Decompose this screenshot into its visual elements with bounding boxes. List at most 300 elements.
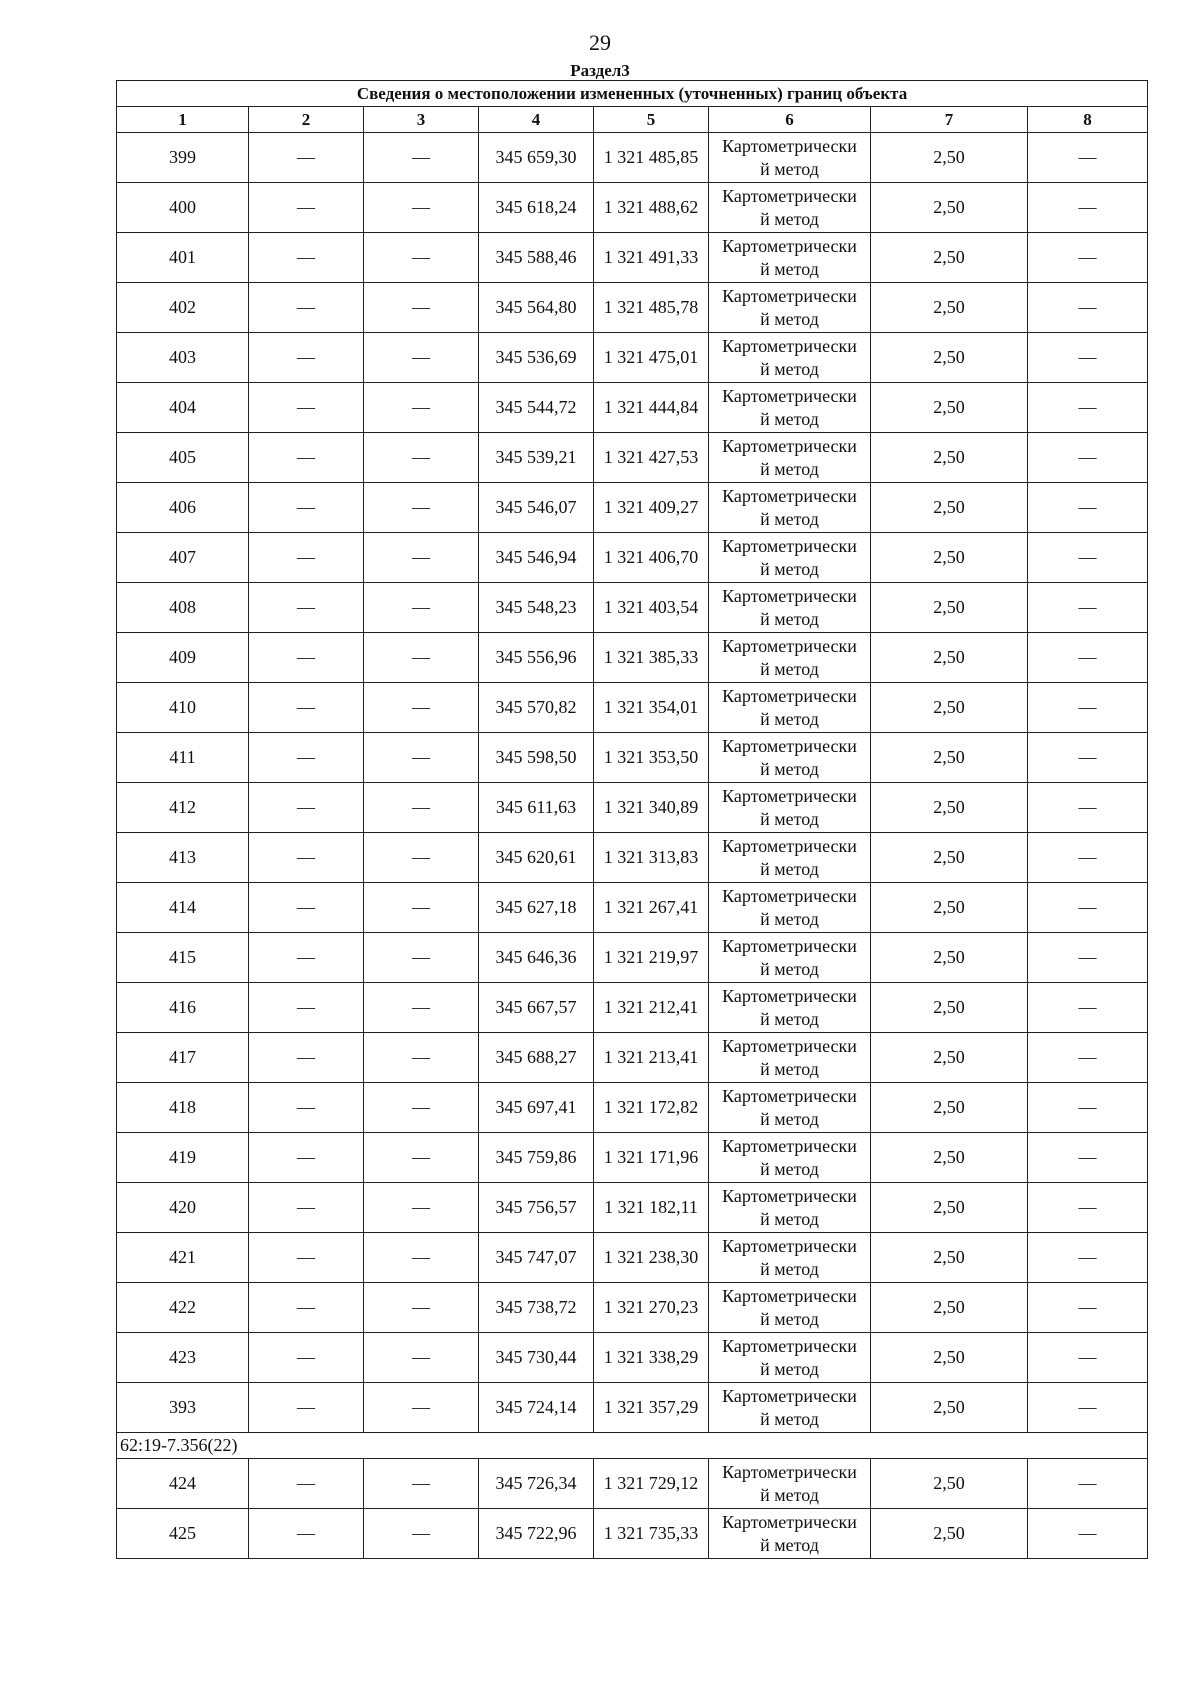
column-number-row xyxy=(117,107,1148,133)
x-coordinate-cell: 345 747,07 xyxy=(479,1233,594,1283)
method-text: Картометрически xyxy=(722,1511,857,1532)
method-text: й метод xyxy=(760,558,819,579)
column-2-cell: — xyxy=(249,733,364,783)
column-2-cell: — xyxy=(249,683,364,733)
column-8-cell: — xyxy=(1028,1183,1148,1233)
column-8-cell: — xyxy=(1028,1083,1148,1133)
column-3-cell: — xyxy=(364,783,479,833)
table-row xyxy=(117,1083,1148,1133)
y-coordinate-cell: 1 321 270,23 xyxy=(594,1283,709,1333)
column-3-cell: — xyxy=(364,1083,479,1133)
method-cell xyxy=(709,783,871,833)
x-coordinate-cell: 345 546,07 xyxy=(479,483,594,533)
table-row xyxy=(117,1133,1148,1183)
point-number-cell: 404 xyxy=(117,383,249,433)
column-8-cell: — xyxy=(1028,283,1148,333)
point-number-cell: 418 xyxy=(117,1083,249,1133)
column-2-cell: — xyxy=(249,883,364,933)
column-3-cell: — xyxy=(364,683,479,733)
method-cell xyxy=(709,533,871,583)
accuracy-cell: 2,50 xyxy=(871,1509,1028,1559)
method-text: й метод xyxy=(760,158,819,179)
accuracy-cell: 2,50 xyxy=(871,233,1028,283)
method-cell xyxy=(709,1283,871,1333)
y-coordinate-cell: 1 321 403,54 xyxy=(594,583,709,633)
column-3-cell: — xyxy=(364,1033,479,1083)
x-coordinate-cell: 345 659,30 xyxy=(479,133,594,183)
method-text: Картометрически xyxy=(722,985,857,1006)
table-row xyxy=(117,283,1148,333)
column-3-cell: — xyxy=(364,733,479,783)
x-coordinate-cell: 345 536,69 xyxy=(479,333,594,383)
column-3-cell: — xyxy=(364,1283,479,1333)
column-8-cell: — xyxy=(1028,333,1148,383)
column-2-cell: — xyxy=(249,1383,364,1433)
y-coordinate-cell: 1 321 385,33 xyxy=(594,633,709,683)
y-coordinate-cell: 1 321 212,41 xyxy=(594,983,709,1033)
x-coordinate-cell: 345 667,57 xyxy=(479,983,594,1033)
column-number: 4 xyxy=(479,107,594,133)
table-row xyxy=(117,683,1148,733)
accuracy-cell: 2,50 xyxy=(871,1459,1028,1509)
method-text: й метод xyxy=(760,708,819,729)
y-coordinate-cell: 1 321 338,29 xyxy=(594,1333,709,1383)
method-cell xyxy=(709,183,871,233)
y-coordinate-cell: 1 321 485,85 xyxy=(594,133,709,183)
column-3-cell: — xyxy=(364,583,479,633)
x-coordinate-cell: 345 539,21 xyxy=(479,433,594,483)
accuracy-cell: 2,50 xyxy=(871,1183,1028,1233)
column-8-cell: — xyxy=(1028,383,1148,433)
column-8-cell: — xyxy=(1028,533,1148,583)
method-cell xyxy=(709,483,871,533)
column-2-cell: — xyxy=(249,383,364,433)
column-3-cell: — xyxy=(364,283,479,333)
accuracy-cell: 2,50 xyxy=(871,583,1028,633)
x-coordinate-cell: 345 556,96 xyxy=(479,633,594,683)
column-8-cell: — xyxy=(1028,1459,1148,1509)
method-text: Картометрически xyxy=(722,135,857,156)
method-text: Картометрически xyxy=(722,785,857,806)
column-2-cell: — xyxy=(249,583,364,633)
x-coordinate-cell: 345 627,18 xyxy=(479,883,594,933)
accuracy-cell: 2,50 xyxy=(871,1383,1028,1433)
table-title: Сведения о местоположении измененных (уточненных) границ объекта xyxy=(117,81,1148,107)
accuracy-cell: 2,50 xyxy=(871,883,1028,933)
method-cell xyxy=(709,683,871,733)
coordinates-table xyxy=(116,80,1148,1559)
method-text: й метод xyxy=(760,1158,819,1179)
column-3-cell: — xyxy=(364,833,479,883)
column-3-cell: — xyxy=(364,483,479,533)
method-text: Картометрически xyxy=(722,635,857,656)
column-number: 2 xyxy=(249,107,364,133)
table-row xyxy=(117,1333,1148,1383)
x-coordinate-cell: 345 697,41 xyxy=(479,1083,594,1133)
x-coordinate-cell: 345 646,36 xyxy=(479,933,594,983)
x-coordinate-cell: 345 730,44 xyxy=(479,1333,594,1383)
accuracy-cell: 2,50 xyxy=(871,1283,1028,1333)
method-cell xyxy=(709,333,871,383)
method-text: Картометрически xyxy=(722,1235,857,1256)
column-8-cell: — xyxy=(1028,933,1148,983)
column-3-cell: — xyxy=(364,383,479,433)
method-text: й метод xyxy=(760,958,819,979)
y-coordinate-cell: 1 321 488,62 xyxy=(594,183,709,233)
method-text: й метод xyxy=(760,1534,819,1555)
method-cell xyxy=(709,133,871,183)
table-row xyxy=(117,333,1148,383)
table-row xyxy=(117,583,1148,633)
column-8-cell: — xyxy=(1028,183,1148,233)
column-2-cell: — xyxy=(249,483,364,533)
column-8-cell: — xyxy=(1028,833,1148,883)
point-number-cell: 399 xyxy=(117,133,249,183)
point-number-cell: 421 xyxy=(117,1233,249,1283)
point-number-cell: 408 xyxy=(117,583,249,633)
column-8-cell: — xyxy=(1028,983,1148,1033)
method-text: Картометрически xyxy=(722,1461,857,1482)
y-coordinate-cell: 1 321 491,33 xyxy=(594,233,709,283)
accuracy-cell: 2,50 xyxy=(871,683,1028,733)
y-coordinate-cell: 1 321 427,53 xyxy=(594,433,709,483)
method-text: Картометрически xyxy=(722,185,857,206)
method-text: Картометрически xyxy=(722,835,857,856)
table-row xyxy=(117,433,1148,483)
accuracy-cell: 2,50 xyxy=(871,1033,1028,1083)
method-cell xyxy=(709,983,871,1033)
column-2-cell: — xyxy=(249,1333,364,1383)
column-2-cell: — xyxy=(249,1233,364,1283)
point-number-cell: 411 xyxy=(117,733,249,783)
table-row xyxy=(117,533,1148,583)
table-row xyxy=(117,1383,1148,1433)
method-cell xyxy=(709,1459,871,1509)
table-row xyxy=(117,983,1148,1033)
accuracy-cell: 2,50 xyxy=(871,833,1028,883)
column-3-cell: — xyxy=(364,1383,479,1433)
method-text: Картометрически xyxy=(722,935,857,956)
table-row xyxy=(117,1509,1148,1559)
y-coordinate-cell: 1 321 353,50 xyxy=(594,733,709,783)
y-coordinate-cell: 1 321 475,01 xyxy=(594,333,709,383)
point-number-cell: 410 xyxy=(117,683,249,733)
point-number-cell: 405 xyxy=(117,433,249,483)
column-3-cell: — xyxy=(364,633,479,683)
method-text: Картометрически xyxy=(722,385,857,406)
point-number-cell: 414 xyxy=(117,883,249,933)
column-8-cell: — xyxy=(1028,133,1148,183)
method-text: й метод xyxy=(760,1408,819,1429)
table-row xyxy=(117,1233,1148,1283)
column-8-cell: — xyxy=(1028,733,1148,783)
method-text: й метод xyxy=(760,308,819,329)
accuracy-cell: 2,50 xyxy=(871,433,1028,483)
column-3-cell: — xyxy=(364,883,479,933)
x-coordinate-cell: 345 598,50 xyxy=(479,733,594,783)
accuracy-cell: 2,50 xyxy=(871,1333,1028,1383)
column-2-cell: — xyxy=(249,533,364,583)
column-8-cell: — xyxy=(1028,1283,1148,1333)
y-coordinate-cell: 1 321 729,12 xyxy=(594,1459,709,1509)
y-coordinate-cell: 1 321 171,96 xyxy=(594,1133,709,1183)
column-3-cell: — xyxy=(364,533,479,583)
table-row xyxy=(117,883,1148,933)
method-text: Картометрически xyxy=(722,1085,857,1106)
column-8-cell: — xyxy=(1028,1333,1148,1383)
column-2-cell: — xyxy=(249,333,364,383)
column-2-cell: — xyxy=(249,233,364,283)
table-row xyxy=(117,233,1148,283)
table-row xyxy=(117,183,1148,233)
method-cell xyxy=(709,1383,871,1433)
method-cell xyxy=(709,1509,871,1559)
y-coordinate-cell: 1 321 238,30 xyxy=(594,1233,709,1283)
accuracy-cell: 2,50 xyxy=(871,283,1028,333)
y-coordinate-cell: 1 321 172,82 xyxy=(594,1083,709,1133)
column-2-cell: — xyxy=(249,983,364,1033)
x-coordinate-cell: 345 724,14 xyxy=(479,1383,594,1433)
point-number-cell: 407 xyxy=(117,533,249,583)
accuracy-cell: 2,50 xyxy=(871,783,1028,833)
method-text: Картометрически xyxy=(722,1385,857,1406)
point-number-cell: 425 xyxy=(117,1509,249,1559)
column-3-cell: — xyxy=(364,1183,479,1233)
column-8-cell: — xyxy=(1028,883,1148,933)
method-cell xyxy=(709,833,871,883)
method-text: Картометрически xyxy=(722,1035,857,1056)
x-coordinate-cell: 345 564,80 xyxy=(479,283,594,333)
method-text: й метод xyxy=(760,258,819,279)
method-cell xyxy=(709,233,871,283)
method-text: й метод xyxy=(760,908,819,929)
accuracy-cell: 2,50 xyxy=(871,1083,1028,1133)
column-2-cell: — xyxy=(249,283,364,333)
method-cell xyxy=(709,933,871,983)
cadastral-number-label: 62:19-7.356(22) xyxy=(117,1433,1148,1459)
method-cell xyxy=(709,433,871,483)
page-number: 29 xyxy=(589,30,611,55)
point-number-cell: 393 xyxy=(117,1383,249,1433)
y-coordinate-cell: 1 321 354,01 xyxy=(594,683,709,733)
method-text: Картометрически xyxy=(722,1135,857,1156)
table-row xyxy=(117,733,1148,783)
column-3-cell: — xyxy=(364,983,479,1033)
column-8-cell: — xyxy=(1028,1383,1148,1433)
y-coordinate-cell: 1 321 219,97 xyxy=(594,933,709,983)
method-text: Картометрически xyxy=(722,535,857,556)
method-text: й метод xyxy=(760,408,819,429)
group-header-row xyxy=(117,1433,1148,1459)
column-number: 3 xyxy=(364,107,479,133)
accuracy-cell: 2,50 xyxy=(871,633,1028,683)
accuracy-cell: 2,50 xyxy=(871,533,1028,583)
column-number: 5 xyxy=(594,107,709,133)
method-text: Картометрически xyxy=(722,335,857,356)
point-number-cell: 419 xyxy=(117,1133,249,1183)
method-cell xyxy=(709,1333,871,1383)
method-text: Картометрически xyxy=(722,235,857,256)
table-row xyxy=(117,383,1148,433)
method-cell xyxy=(709,1233,871,1283)
method-cell xyxy=(709,733,871,783)
accuracy-cell: 2,50 xyxy=(871,383,1028,433)
method-cell xyxy=(709,383,871,433)
column-2-cell: — xyxy=(249,1509,364,1559)
x-coordinate-cell: 345 738,72 xyxy=(479,1283,594,1333)
x-coordinate-cell: 345 548,23 xyxy=(479,583,594,633)
method-text: Картометрически xyxy=(722,1285,857,1306)
y-coordinate-cell: 1 321 267,41 xyxy=(594,883,709,933)
method-text: й метод xyxy=(760,658,819,679)
method-text: Картометрически xyxy=(722,485,857,506)
column-3-cell: — xyxy=(364,933,479,983)
point-number-cell: 400 xyxy=(117,183,249,233)
accuracy-cell: 2,50 xyxy=(871,933,1028,983)
column-3-cell: — xyxy=(364,1459,479,1509)
method-cell xyxy=(709,583,871,633)
method-text: й метод xyxy=(760,1258,819,1279)
column-2-cell: — xyxy=(249,1133,364,1183)
column-2-cell: — xyxy=(249,1083,364,1133)
x-coordinate-cell: 345 570,82 xyxy=(479,683,594,733)
method-text: Картометрически xyxy=(722,285,857,306)
method-text: Картометрически xyxy=(722,1335,857,1356)
method-text: й метод xyxy=(760,1008,819,1029)
table-row xyxy=(117,483,1148,533)
point-number-cell: 417 xyxy=(117,1033,249,1083)
method-text: й метод xyxy=(760,1108,819,1129)
table-row xyxy=(117,933,1148,983)
method-text: й метод xyxy=(760,1358,819,1379)
accuracy-cell: 2,50 xyxy=(871,1233,1028,1283)
column-3-cell: — xyxy=(364,433,479,483)
column-2-cell: — xyxy=(249,133,364,183)
x-coordinate-cell: 345 544,72 xyxy=(479,383,594,433)
method-text: й метод xyxy=(760,858,819,879)
method-cell xyxy=(709,283,871,333)
x-coordinate-cell: 345 611,63 xyxy=(479,783,594,833)
method-text: Картометрически xyxy=(722,585,857,606)
y-coordinate-cell: 1 321 213,41 xyxy=(594,1033,709,1083)
column-3-cell: — xyxy=(364,1133,479,1183)
column-2-cell: — xyxy=(249,1283,364,1333)
method-text: й метод xyxy=(760,1208,819,1229)
column-2-cell: — xyxy=(249,433,364,483)
accuracy-cell: 2,50 xyxy=(871,183,1028,233)
method-text: й метод xyxy=(760,208,819,229)
method-text: й метод xyxy=(760,758,819,779)
method-text: Картометрически xyxy=(722,1185,857,1206)
column-8-cell: — xyxy=(1028,683,1148,733)
method-text: й метод xyxy=(760,808,819,829)
point-number-cell: 424 xyxy=(117,1459,249,1509)
table-row xyxy=(117,1459,1148,1509)
x-coordinate-cell: 345 546,94 xyxy=(479,533,594,583)
column-8-cell: — xyxy=(1028,583,1148,633)
x-coordinate-cell: 345 620,61 xyxy=(479,833,594,883)
x-coordinate-cell: 345 756,57 xyxy=(479,1183,594,1233)
y-coordinate-cell: 1 321 313,83 xyxy=(594,833,709,883)
method-cell xyxy=(709,1183,871,1233)
column-3-cell: — xyxy=(364,333,479,383)
accuracy-cell: 2,50 xyxy=(871,1133,1028,1183)
x-coordinate-cell: 345 726,34 xyxy=(479,1459,594,1509)
method-text: Картометрически xyxy=(722,735,857,756)
method-text: й метод xyxy=(760,1308,819,1329)
y-coordinate-cell: 1 321 357,29 xyxy=(594,1383,709,1433)
method-text: й метод xyxy=(760,508,819,529)
y-coordinate-cell: 1 321 735,33 xyxy=(594,1509,709,1559)
column-2-cell: — xyxy=(249,1033,364,1083)
table-title-row xyxy=(117,81,1148,107)
x-coordinate-cell: 345 618,24 xyxy=(479,183,594,233)
method-text: Картометрически xyxy=(722,435,857,456)
accuracy-cell: 2,50 xyxy=(871,483,1028,533)
column-8-cell: — xyxy=(1028,783,1148,833)
x-coordinate-cell: 345 588,46 xyxy=(479,233,594,283)
column-3-cell: — xyxy=(364,233,479,283)
method-text: Картометрически xyxy=(722,885,857,906)
column-number: 7 xyxy=(871,107,1028,133)
accuracy-cell: 2,50 xyxy=(871,133,1028,183)
column-8-cell: — xyxy=(1028,233,1148,283)
column-2-cell: — xyxy=(249,183,364,233)
column-8-cell: — xyxy=(1028,433,1148,483)
point-number-cell: 401 xyxy=(117,233,249,283)
point-number-cell: 415 xyxy=(117,933,249,983)
y-coordinate-cell: 1 321 340,89 xyxy=(594,783,709,833)
point-number-cell: 423 xyxy=(117,1333,249,1383)
method-cell xyxy=(709,1133,871,1183)
table-row xyxy=(117,133,1148,183)
column-2-cell: — xyxy=(249,833,364,883)
column-8-cell: — xyxy=(1028,1133,1148,1183)
column-8-cell: — xyxy=(1028,483,1148,533)
table-row xyxy=(117,833,1148,883)
section-label: Раздел3 xyxy=(570,61,630,80)
point-number-cell: 422 xyxy=(117,1283,249,1333)
point-number-cell: 403 xyxy=(117,333,249,383)
column-2-cell: — xyxy=(249,933,364,983)
column-3-cell: — xyxy=(364,1509,479,1559)
table-row xyxy=(117,1033,1148,1083)
y-coordinate-cell: 1 321 406,70 xyxy=(594,533,709,583)
method-cell xyxy=(709,633,871,683)
method-text: й метод xyxy=(760,1484,819,1505)
point-number-cell: 416 xyxy=(117,983,249,1033)
method-text: й метод xyxy=(760,358,819,379)
column-2-cell: — xyxy=(249,633,364,683)
point-number-cell: 413 xyxy=(117,833,249,883)
table-row xyxy=(117,1283,1148,1333)
accuracy-cell: 2,50 xyxy=(871,983,1028,1033)
point-number-cell: 402 xyxy=(117,283,249,333)
column-8-cell: — xyxy=(1028,1509,1148,1559)
method-cell xyxy=(709,1083,871,1133)
table-row xyxy=(117,783,1148,833)
accuracy-cell: 2,50 xyxy=(871,733,1028,783)
y-coordinate-cell: 1 321 409,27 xyxy=(594,483,709,533)
point-number-cell: 406 xyxy=(117,483,249,533)
y-coordinate-cell: 1 321 485,78 xyxy=(594,283,709,333)
y-coordinate-cell: 1 321 444,84 xyxy=(594,383,709,433)
method-cell xyxy=(709,1033,871,1083)
column-3-cell: — xyxy=(364,1333,479,1383)
method-cell xyxy=(709,883,871,933)
column-3-cell: — xyxy=(364,133,479,183)
column-number: 6 xyxy=(709,107,871,133)
